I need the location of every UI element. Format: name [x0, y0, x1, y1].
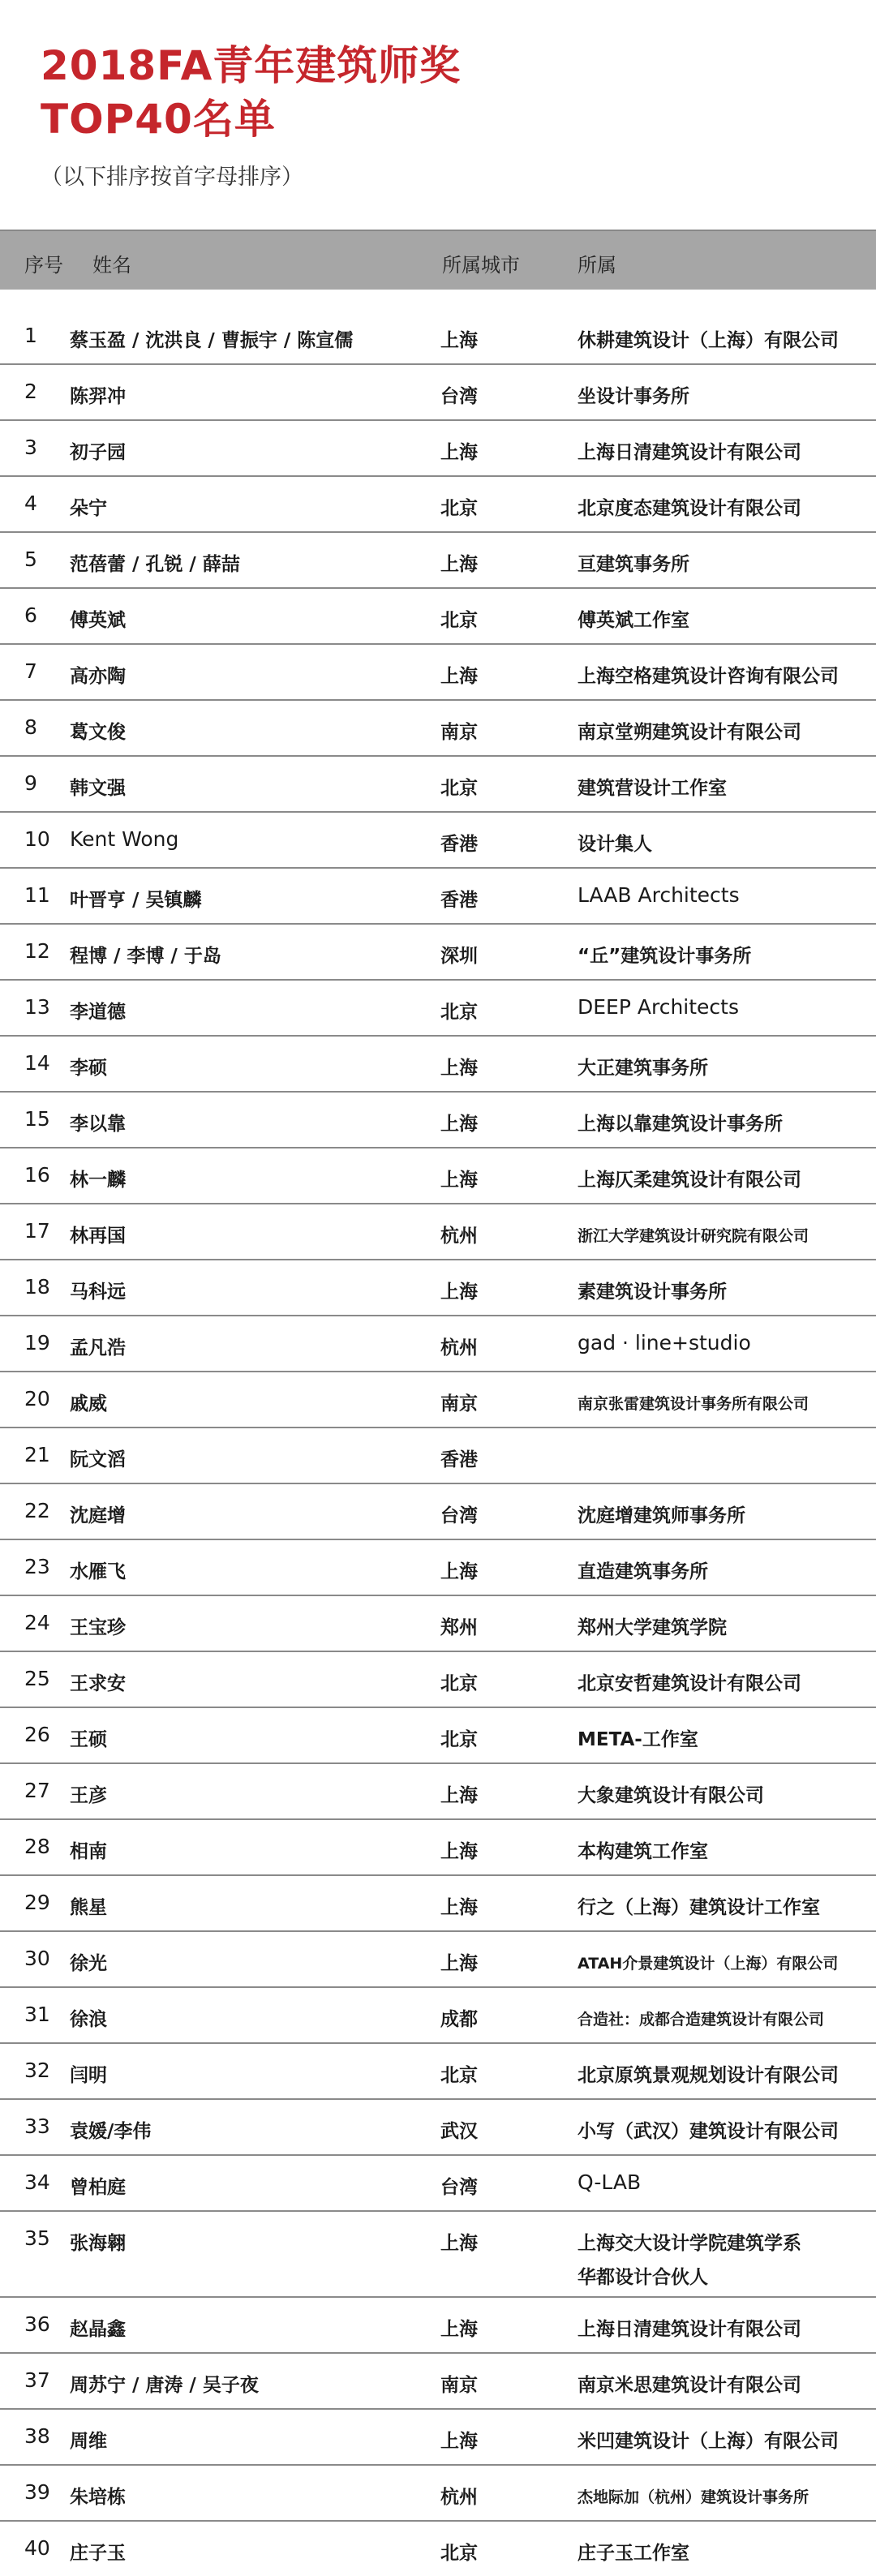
row-name: 徐浪 — [70, 2009, 107, 2030]
row-org: 杰地际加（杭州）建筑设计事务所 — [578, 2488, 809, 2506]
row-city: 北京 — [440, 1002, 478, 1023]
row-name: 熊星 — [70, 1897, 107, 1918]
row-city: 上海 — [440, 2319, 478, 2340]
row-number: 5 — [24, 547, 37, 571]
table-row — [0, 1764, 876, 1820]
subtitle: （以下排序按首字母排序） — [41, 165, 303, 190]
table-header — [0, 230, 876, 290]
row-number: 23 — [24, 1555, 50, 1578]
table-row — [0, 1988, 876, 2044]
row-city: 郑州 — [440, 1617, 478, 1638]
row-number: 29 — [24, 1891, 50, 1914]
table-row — [0, 1540, 876, 1596]
row-org: 素建筑设计事务所 — [578, 1282, 727, 1303]
row-number: 34 — [24, 2170, 50, 2194]
table-row — [0, 981, 876, 1037]
row-number: 30 — [24, 1947, 50, 1970]
row-org: 浙江大学建筑设计研究院有限公司 — [578, 1227, 809, 1245]
row-org: DEEP Architects — [578, 995, 739, 1019]
row-name: 初子园 — [70, 442, 126, 463]
row-city: 上海 — [440, 1953, 478, 1974]
row-city: 杭州 — [440, 2487, 478, 2508]
row-number: 4 — [24, 492, 37, 515]
table-row — [0, 533, 876, 589]
table-row — [0, 2354, 876, 2410]
row-org: 上海以靠建筑设计事务所 — [578, 1114, 783, 1135]
row-number: 7 — [24, 659, 37, 683]
row-org: 合造社：成都合造建筑设计有限公司 — [578, 2011, 825, 2029]
row-org: 坐设计事务所 — [578, 386, 689, 407]
row-city: 北京 — [440, 1673, 478, 1694]
table-row — [0, 421, 876, 477]
table-row — [0, 1876, 876, 1932]
table-row — [0, 1260, 876, 1316]
row-number: 32 — [24, 2059, 50, 2082]
table-row — [0, 701, 876, 757]
row-city: 上海 — [440, 442, 478, 463]
row-name: 曾柏庭 — [70, 2177, 126, 2198]
row-number: 9 — [24, 771, 37, 795]
row-name: 阮文滔 — [70, 1449, 126, 1470]
row-number: 17 — [24, 1219, 50, 1243]
table-row — [0, 309, 876, 365]
page-title — [41, 39, 461, 146]
table-row — [0, 1484, 876, 1540]
row-org: 休耕建筑设计（上海）有限公司 — [578, 330, 839, 351]
row-number: 24 — [24, 1611, 50, 1634]
row-number: 31 — [24, 2003, 50, 2026]
row-city: 台湾 — [440, 2177, 478, 2198]
table-body — [0, 309, 876, 2576]
row-number: 8 — [24, 715, 37, 739]
title-line-2: TOP40名单 — [41, 96, 276, 143]
row-number: 11 — [24, 883, 50, 907]
row-org: 北京度态建筑设计有限公司 — [578, 498, 801, 519]
table-row — [0, 1148, 876, 1204]
row-city: 上海 — [440, 1114, 478, 1135]
row-org: “丘”建筑设计事务所 — [578, 946, 752, 967]
row-org: 本构建筑工作室 — [578, 1841, 708, 1862]
header-num: 序号 — [24, 254, 63, 277]
row-org: 上海交大设计学院建筑学系 — [578, 2233, 801, 2254]
row-name: 叶晋亨 / 吴镇麟 — [70, 890, 202, 911]
row-number: 21 — [24, 1443, 50, 1466]
row-number: 27 — [24, 1779, 50, 1802]
row-org: 设计集人 — [578, 834, 652, 855]
row-name: 张海翱 — [70, 2233, 126, 2254]
row-org: 上海仄柔建筑设计有限公司 — [578, 1170, 801, 1191]
row-name: 沈庭增 — [70, 1505, 126, 1526]
row-city: 上海 — [440, 1058, 478, 1079]
row-number: 2 — [24, 380, 37, 403]
table-row — [0, 589, 876, 645]
row-city: 武汉 — [440, 2121, 478, 2142]
row-org: 北京原筑景观规划设计有限公司 — [578, 2065, 839, 2086]
row-city: 上海 — [440, 666, 478, 687]
table-row — [0, 645, 876, 701]
table-row — [0, 2100, 876, 2156]
table-row — [0, 2156, 876, 2212]
row-number: 33 — [24, 2114, 50, 2138]
row-number: 6 — [24, 603, 37, 627]
row-number: 13 — [24, 995, 50, 1019]
row-org: 上海日清建筑设计有限公司 — [578, 2319, 801, 2340]
header-city: 所属城市 — [442, 254, 520, 277]
row-city: 南京 — [440, 722, 478, 743]
header-name: 姓名 — [92, 254, 131, 277]
row-number: 3 — [24, 436, 37, 459]
row-city: 北京 — [440, 610, 478, 631]
row-number: 14 — [24, 1051, 50, 1075]
table-row — [0, 869, 876, 925]
row-org: 小写（武汉）建筑设计有限公司 — [578, 2121, 839, 2142]
row-number: 10 — [24, 827, 50, 851]
row-number: 12 — [24, 939, 50, 963]
row-org: 建筑营设计工作室 — [578, 778, 727, 799]
row-org: 上海空格建筑设计咨询有限公司 — [578, 666, 839, 687]
row-org: 庄子玉工作室 — [578, 2543, 689, 2564]
row-number: 22 — [24, 1499, 50, 1522]
row-city: 上海 — [440, 1282, 478, 1303]
row-name: 闫明 — [70, 2065, 107, 2086]
row-city: 香港 — [440, 1449, 478, 1470]
row-org: 南京米思建筑设计有限公司 — [578, 2375, 801, 2396]
row-number: 37 — [24, 2368, 50, 2392]
row-number: 15 — [24, 1107, 50, 1131]
row-city: 南京 — [440, 1393, 478, 1415]
table-row — [0, 1652, 876, 1708]
row-org: 郑州大学建筑学院 — [578, 1617, 727, 1638]
table-row — [0, 2044, 876, 2100]
row-city: 北京 — [440, 2543, 478, 2564]
row-org: 傅英斌工作室 — [578, 610, 689, 631]
row-name: 周苏宁 / 唐涛 / 吴子夜 — [70, 2375, 259, 2396]
row-org: META-工作室 — [578, 1729, 698, 1750]
row-name: 王彦 — [70, 1785, 107, 1806]
row-city: 成都 — [440, 2009, 478, 2030]
row-name: 程博 / 李博 / 于岛 — [70, 946, 221, 967]
row-number: 36 — [24, 2312, 50, 2336]
row-name: 王宝珍 — [70, 1617, 126, 1638]
row-city: 北京 — [440, 2065, 478, 2086]
row-number: 1 — [24, 324, 37, 347]
row-name: Kent Wong — [70, 827, 179, 851]
table-row — [0, 2410, 876, 2466]
table-row — [0, 1204, 876, 1260]
row-city: 台湾 — [440, 1505, 478, 1526]
row-city: 上海 — [440, 1785, 478, 1806]
row-city: 南京 — [440, 2375, 478, 2396]
row-name: 庄子玉 — [70, 2543, 126, 2564]
row-number: 35 — [24, 2226, 50, 2250]
row-org: 大正建筑事务所 — [578, 1058, 708, 1079]
table-row — [0, 2212, 876, 2298]
row-org: 沈庭增建筑师事务所 — [578, 1505, 745, 1526]
table-row — [0, 925, 876, 981]
row-name: 周维 — [70, 2431, 107, 2452]
row-name: 韩文强 — [70, 778, 126, 799]
row-name: 朱培栋 — [70, 2487, 126, 2508]
row-city: 香港 — [440, 890, 478, 911]
row-org: 行之（上海）建筑设计工作室 — [578, 1897, 820, 1918]
row-name: 马科远 — [70, 1282, 126, 1303]
row-number: 39 — [24, 2480, 50, 2504]
row-number: 20 — [24, 1387, 50, 1410]
table-row — [0, 1316, 876, 1372]
table-row — [0, 813, 876, 869]
row-name: 傅英斌 — [70, 610, 126, 631]
table-row — [0, 1093, 876, 1148]
row-number: 40 — [24, 2536, 50, 2560]
row-org: 上海日清建筑设计有限公司 — [578, 442, 801, 463]
row-name: 水雁飞 — [70, 1561, 126, 1582]
row-number: 28 — [24, 1835, 50, 1858]
table-row — [0, 1708, 876, 1764]
row-name: 徐光 — [70, 1953, 107, 1974]
row-name: 李硕 — [70, 1058, 107, 1079]
row-org: LAAB Architects — [578, 883, 740, 907]
table-row — [0, 1820, 876, 1876]
row-number: 16 — [24, 1163, 50, 1187]
row-city: 北京 — [440, 778, 478, 799]
row-name: 袁媛/李伟 — [70, 2121, 152, 2142]
row-number: 19 — [24, 1331, 50, 1355]
row-name: 朵宁 — [70, 498, 107, 519]
table-row — [0, 2298, 876, 2354]
row-org: 米凹建筑设计（上海）有限公司 — [578, 2431, 839, 2452]
row-name: 林再国 — [70, 1226, 126, 1247]
row-name: 相南 — [70, 1841, 107, 1862]
row-org: ATAH介景建筑设计（上海）有限公司 — [578, 1955, 839, 1973]
row-name: 王求安 — [70, 1673, 126, 1694]
row-number: 38 — [24, 2424, 50, 2448]
row-number: 26 — [24, 1723, 50, 1746]
row-city: 上海 — [440, 2431, 478, 2452]
row-city: 上海 — [440, 1170, 478, 1191]
row-name: 李以靠 — [70, 1114, 126, 1135]
row-city: 上海 — [440, 1841, 478, 1862]
row-city: 香港 — [440, 834, 478, 855]
row-number: 25 — [24, 1667, 50, 1690]
row-city: 上海 — [440, 330, 478, 351]
row-org: gad · line+studio — [578, 1331, 751, 1355]
row-city: 上海 — [440, 2233, 478, 2254]
row-city: 上海 — [440, 554, 478, 575]
row-name: 戚威 — [70, 1393, 107, 1415]
table-row — [0, 2466, 876, 2522]
row-number: 18 — [24, 1275, 50, 1299]
title-line-1: 2018FA青年建筑师奖 — [41, 42, 462, 89]
row-name: 王硕 — [70, 1729, 107, 1750]
table-row — [0, 1932, 876, 1988]
row-name: 蔡玉盈 / 沈洪良 / 曹振宇 / 陈宣儒 — [70, 330, 354, 351]
row-city: 杭州 — [440, 1226, 478, 1247]
row-name: 陈羿冲 — [70, 386, 126, 407]
table-row — [0, 1428, 876, 1484]
table-row — [0, 1596, 876, 1652]
row-city: 上海 — [440, 1897, 478, 1918]
table-row — [0, 1372, 876, 1428]
row-org: 直造建筑事务所 — [578, 1561, 708, 1582]
row-city: 北京 — [440, 498, 478, 519]
table-row — [0, 1037, 876, 1093]
row-org-line2: 华都设计合伙人 — [578, 2267, 708, 2288]
row-org: 大象建筑设计有限公司 — [578, 1785, 764, 1806]
row-name: 孟凡浩 — [70, 1337, 126, 1359]
row-name: 林一麟 — [70, 1170, 126, 1191]
row-city: 台湾 — [440, 386, 478, 407]
row-org: 亘建筑事务所 — [578, 554, 689, 575]
table-row — [0, 757, 876, 813]
header-org: 所属 — [578, 254, 616, 277]
table-row — [0, 365, 876, 421]
row-name: 高亦陶 — [70, 666, 126, 687]
row-city: 深圳 — [440, 946, 478, 967]
row-city: 杭州 — [440, 1337, 478, 1359]
row-name: 赵晶鑫 — [70, 2319, 126, 2340]
row-name: 葛文俊 — [70, 722, 126, 743]
row-org: Q-LAB — [578, 2170, 642, 2194]
row-org: 南京堂朔建筑设计有限公司 — [578, 722, 801, 743]
row-city: 上海 — [440, 1561, 478, 1582]
table-row — [0, 2522, 876, 2576]
row-org: 南京张雷建筑设计事务所有限公司 — [578, 1395, 809, 1413]
row-name: 李道德 — [70, 1002, 126, 1023]
row-org: 北京安哲建筑设计有限公司 — [578, 1673, 801, 1694]
row-name: 范蓓蕾 / 孔锐 / 薛喆 — [70, 554, 240, 575]
row-city: 北京 — [440, 1729, 478, 1750]
table-row — [0, 477, 876, 533]
